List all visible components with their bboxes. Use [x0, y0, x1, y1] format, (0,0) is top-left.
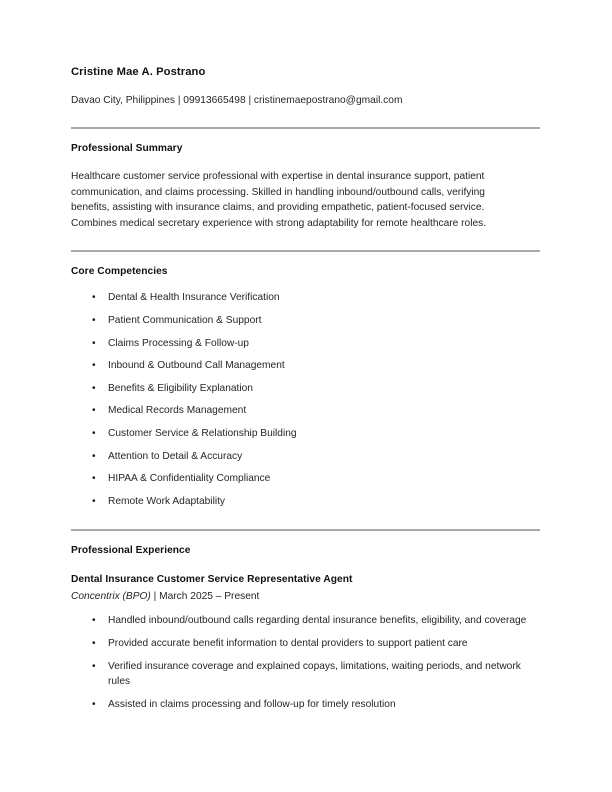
bullet-text: Attention to Detail & Accuracy [108, 450, 243, 462]
bullet-point-icon: • [92, 337, 96, 349]
experience-bullet-item [71, 659, 540, 690]
bullet-text: Dental & Health Insurance Verification [108, 292, 280, 304]
bullet-point-icon: • [92, 660, 96, 672]
resume-content [71, 64, 540, 712]
bullet-text: Handled inbound/outbound calls regarding dental insurance benefits, eligibility, and coverage [108, 615, 527, 627]
bullet-text: Benefits & Eligibility Explanation [108, 382, 253, 394]
bullet-text: HIPAA & Confidentiality Compliance [108, 473, 271, 485]
divider-above-experience [71, 529, 540, 531]
job-meta [71, 589, 540, 604]
bullet-text: Remote Work Adaptability [108, 495, 226, 507]
experience-bullet-list [71, 613, 540, 712]
bullet-point-icon: • [92, 495, 96, 507]
bullet-text: Inbound & Outbound Call Management [108, 360, 285, 372]
candidate-name: Cristine Mae A. Postrano [71, 66, 206, 78]
bullet-point-icon: • [92, 382, 96, 394]
core-competency-item [71, 426, 540, 442]
experience-entry [71, 573, 540, 712]
divider-above-core-competencies [71, 250, 540, 252]
core-competency-item [71, 494, 540, 510]
bullet-point-icon: • [92, 637, 96, 649]
resume-header [71, 64, 540, 108]
summary-paragraph: Healthcare customer service professional with expertise in dental insurance support, patient communication, and claims processing. Skilled in handling inbound/outbound calls, verifying benefits, assisting with insurance claims, and providing empathetic, patient-focused service. Combines medical secretary experience with strong adaptability for remote healthcare roles. [71, 171, 487, 229]
core-competency-item [71, 358, 540, 374]
job-dates: March 2025 – Present [159, 591, 260, 603]
section-professional-experience [71, 544, 540, 712]
core-competency-item [71, 381, 540, 397]
experience-entries [71, 573, 540, 712]
divider-above-summary [71, 127, 540, 129]
core-competency-item [71, 336, 540, 352]
bullet-point-icon: • [92, 450, 96, 462]
core-competency-item [71, 403, 540, 419]
core-competencies-list [71, 290, 540, 509]
experience-bullet-item [71, 697, 540, 713]
bullet-point-icon: • [92, 427, 96, 439]
job-company: Concentrix (BPO) [71, 591, 151, 603]
experience-bullet-item [71, 613, 540, 629]
bullet-point-icon: • [92, 360, 96, 372]
core-competency-item [71, 313, 540, 329]
job-title: Dental Insurance Customer Service Representative Agent [71, 574, 353, 586]
bullet-text: Medical Records Management [108, 405, 247, 417]
bullet-point-icon: • [92, 473, 96, 485]
bullet-text: Patient Communication & Support [108, 314, 262, 326]
job-meta-separator: | [150, 591, 160, 603]
core-competency-item [71, 471, 540, 487]
bullet-point-icon: • [92, 698, 96, 710]
bullet-point-icon: • [92, 292, 96, 304]
experience-bullet-item [71, 636, 540, 652]
section-heading-summary: Professional Summary [71, 143, 183, 154]
section-heading-experience: Professional Experience [71, 545, 191, 557]
section-heading-core-competencies: Core Competencies [71, 266, 168, 278]
section-professional-summary [71, 142, 540, 231]
bullet-point-icon: • [92, 405, 96, 417]
bullet-text: Claims Processing & Follow-up [108, 337, 249, 349]
bullet-text: Assisted in claims processing and follow-up for timely resolution [108, 698, 396, 710]
core-competency-item [71, 290, 540, 306]
bullet-point-icon: • [92, 615, 96, 627]
bullet-text: Customer Service & Relationship Building [108, 427, 297, 439]
core-competency-item [71, 449, 540, 465]
bullet-text: Provided accurate benefit information to dental providers to support patient care [108, 637, 468, 649]
bullet-text: Verified insurance coverage and explained copays, limitations, waiting periods, and network rules [108, 660, 521, 688]
section-core-competencies [71, 265, 540, 509]
contact-line: Davao City, Philippines | 09913665498 | cristinemaepostrano@gmail.com [71, 95, 403, 106]
bullet-point-icon: • [92, 314, 96, 326]
